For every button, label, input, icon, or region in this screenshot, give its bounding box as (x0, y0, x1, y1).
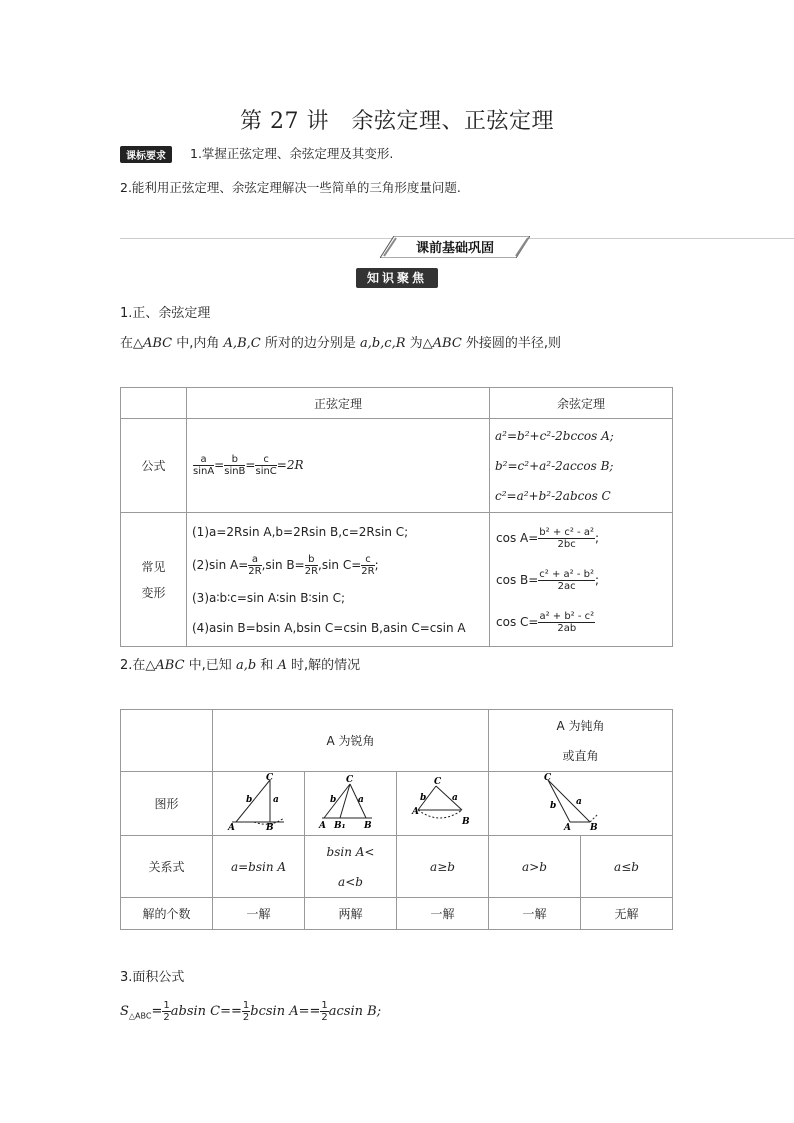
item2-title: 2.在△ABC 中,已知 a,b 和 A 时,解的情况 (120, 658, 361, 673)
row-label-figure: 图形 (121, 772, 213, 836)
knowledge-label: 知识聚焦 (356, 268, 438, 288)
svg-text:a: a (575, 797, 582, 807)
svg-text:b: b (549, 801, 556, 811)
header-obtuse: A 为钝角 或直角 (489, 710, 673, 772)
svg-text:b: b (245, 795, 252, 805)
svg-text:A: A (227, 823, 235, 832)
sine-formula: $\frac{a}{\sin A}$ = $\frac{b}{\sin B}$ = $\frac{c}{\sin C}$ =2R (187, 419, 490, 513)
svg-text:C: C (265, 773, 273, 783)
row-label-relation: 关系式 (121, 836, 213, 898)
figure-2 (305, 772, 397, 836)
header-cosine: 余弦定理 (490, 388, 673, 419)
item1-intro: 在△ABC 中,内角 A,B,C 所对的边分别是 a,b,c,R 为△ABC 外接圆的半径,则 (120, 336, 562, 351)
row-label-count: 解的个数 (121, 898, 213, 930)
figure-1 (213, 772, 305, 836)
row-label-formula: 公式 (121, 419, 187, 513)
relation-1: a=bsin A (213, 836, 305, 898)
row-label-transform: 常见 变形 (121, 513, 187, 647)
header-acute: A 为锐角 (213, 710, 489, 772)
sine-transforms: (1)a=2Rsin A,b=2Rsin B,c=2Rsin C; (2)sin A= $\frac{a}{2R}$ ,sin B= $\frac{b}{2R}$ ,sin C= $\frac{c}{2R}$ ; (3)a∶b∶c=sin A∶sin B∶sin C; (4)asin B=bsin A,bsin C=csin B,asin C=csin A (187, 513, 490, 647)
figure-3 (397, 772, 489, 836)
relation-5: a≤b (581, 836, 673, 898)
svg-text:b: b (419, 793, 426, 803)
section-banner (380, 236, 530, 258)
count-1: 一解 (213, 898, 305, 930)
svg-text:a: a (357, 795, 364, 805)
curriculum-badge: 课标要求 (120, 146, 172, 163)
relation-2: bsin A< a<b (305, 836, 397, 898)
requirement-2: 2.能利用正弦定理、余弦定理解决一些简单的三角形度量问题. (120, 180, 461, 195)
solutions-table (120, 709, 673, 930)
relation-3: a≥b (397, 836, 489, 898)
figure-4 (489, 772, 673, 836)
requirement-1: 1.掌握正弦定理、余弦定理及其变形. (190, 146, 394, 161)
svg-text:B: B (363, 821, 372, 831)
svg-text:C: C (345, 775, 353, 785)
page-title: 第 27 讲 余弦定理、正弦定理 (240, 109, 554, 134)
svg-text:b: b (329, 795, 336, 805)
theorem-table (120, 387, 673, 647)
relation-4: a>b (489, 836, 581, 898)
count-5: 无解 (581, 898, 673, 930)
count-2: 两解 (305, 898, 397, 930)
cosine-formula: a²=b²+c²-2bccos A; b²=c²+a²-2accos B; c²=a²+b²-2abcos C (490, 419, 673, 513)
svg-text:A: A (318, 821, 326, 831)
section-banner-text: 课前基础巩固 (415, 241, 495, 256)
svg-text:C: C (433, 777, 441, 787)
svg-text:B₁: B₁ (333, 821, 346, 831)
svg-text:a: a (272, 795, 279, 805)
header-sine: 正弦定理 (187, 388, 490, 419)
count-4: 一解 (489, 898, 581, 930)
item3-title: 3.面积公式 (120, 970, 185, 985)
svg-text:B: B (461, 817, 470, 827)
svg-text:A: A (411, 807, 419, 817)
svg-text:C: C (543, 773, 551, 783)
svg-text:B: B (265, 823, 274, 832)
svg-text:a: a (451, 793, 458, 803)
svg-text:B: B (589, 823, 598, 832)
count-3: 一解 (397, 898, 489, 930)
cosine-transforms: cos A= $\frac{\text{b² + c² - a²}}{2bc}$ ; cos B= $\frac{\text{c² + a² - b²}}{2ac}$ ; cos C= $\frac{\text{a² + b² - c²}}{2ab}$ (490, 513, 673, 647)
svg-text:A: A (563, 823, 571, 832)
area-formula: $S_{\triangle ABC}=$ $\frac{1}{2}$ absin C== $\frac{1}{2}$ bcsin A== $\frac{1}{2}$ acsin B; (120, 1000, 382, 1023)
item1-title: 1.正、余弦定理 (120, 306, 211, 321)
